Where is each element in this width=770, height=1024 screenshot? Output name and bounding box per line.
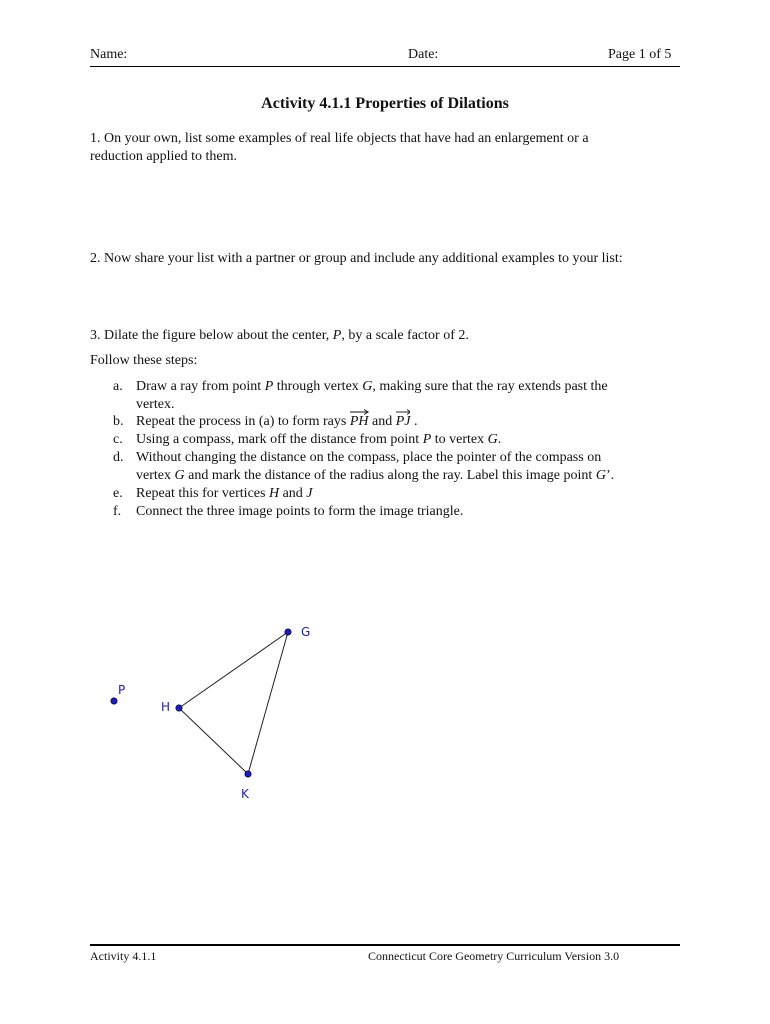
point-h: [176, 705, 182, 711]
ray-ph: PH: [350, 414, 369, 430]
step-a-letter: a.: [113, 379, 123, 394]
segment-hg: [179, 632, 288, 708]
step-e-letter: e.: [113, 486, 123, 501]
question-3-prefix: 3. Dilate the figure below about the center,: [90, 328, 333, 343]
question-3-suffix: , by a scale factor of 2.: [341, 328, 469, 343]
name-label: Name:: [90, 47, 128, 62]
step-d-line-2: vertex G and mark the distance of the radius along the ray. Label this image point G’.: [136, 468, 615, 483]
label-g: G: [301, 625, 311, 639]
page-number: Page 1 of 5: [608, 47, 672, 62]
segment-gk: [248, 632, 288, 774]
step-e-text: Repeat this for vertices H and J: [136, 486, 313, 501]
question-1-line-1: 1. On your own, list some examples of real life objects that have had an enlargement or a: [90, 131, 589, 146]
label-k: K: [241, 787, 249, 801]
step-c-text: Using a compass, mark off the distance from point P to vertex G.: [136, 432, 502, 447]
question-2: 2. Now share your list with a partner or group and include any additional examples to your list:: [90, 251, 623, 266]
header-rule: [90, 66, 680, 67]
segment-hk: [179, 708, 248, 774]
point-p: [111, 698, 117, 704]
follow-steps-label: Follow these steps:: [90, 353, 198, 368]
step-d-letter: d.: [113, 450, 124, 465]
label-p: P: [118, 683, 126, 697]
ray-pj: PJ: [396, 414, 411, 430]
triangle-figure: [0, 600, 770, 820]
question-1-line-2: reduction applied to them.: [90, 149, 237, 164]
date-label: Date:: [408, 47, 439, 62]
step-b-letter: b.: [113, 414, 124, 429]
step-b-text: Repeat the process in (a) to form rays PH and PJ .: [136, 414, 417, 430]
label-h: H: [161, 700, 171, 714]
point-k: [245, 771, 251, 777]
step-a-line-2: vertex.: [136, 397, 175, 412]
point-g: [285, 629, 291, 635]
footer-left: Activity 4.1.1: [90, 949, 157, 963]
question-3: [90, 328, 469, 344]
step-a-line-1: Draw a ray from point P through vertex G, making sure that the ray extends past the: [136, 379, 608, 394]
step-c-letter: c.: [113, 432, 123, 447]
step-f-text: Connect the three image points to form the image triangle.: [136, 504, 464, 519]
page-title: Activity 4.1.1 Properties of Dilations: [261, 95, 509, 112]
footer-right: Connecticut Core Geometry Curriculum Version 3.0: [368, 949, 620, 963]
step-f-letter: f.: [113, 504, 122, 519]
footer-rule: [90, 944, 680, 946]
question-3-center: P: [332, 328, 342, 343]
step-d-line-1: Without changing the distance on the compass, place the pointer of the compass on: [136, 450, 602, 465]
